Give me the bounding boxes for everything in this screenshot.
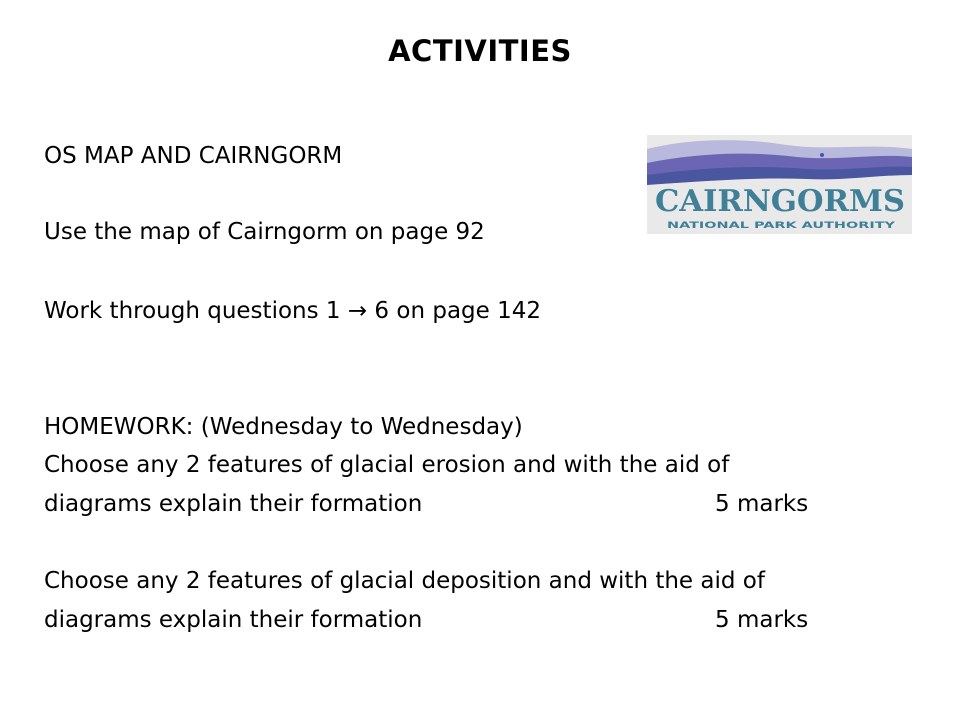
section-heading: OS MAP AND CAIRNGORM	[44, 143, 343, 169]
deposition-marks: 5 marks	[715, 607, 809, 633]
task-questions-after: 6 on page 142	[367, 298, 541, 324]
homework-heading: HOMEWORK: (Wednesday to Wednesday)	[44, 414, 523, 440]
erosion-task-line2: diagrams explain their formation	[44, 491, 423, 517]
erosion-marks: 5 marks	[715, 491, 809, 517]
logo-subtitle: NATIONAL PARK AUTHORITY	[667, 221, 896, 231]
cairngorms-logo	[647, 135, 912, 234]
deposition-task-line2: diagrams explain their formation	[44, 607, 423, 633]
task-map-text: Use the map of Cairngorm on page 92	[44, 219, 485, 245]
logo-bird-icon	[820, 153, 824, 157]
task-questions-before: Work through questions 1	[44, 298, 341, 324]
deposition-task-line1: Choose any 2 features of glacial deposition and with the aid of	[44, 568, 765, 594]
task-questions-text	[44, 293, 541, 329]
logo-name: CAIRNGORMS	[655, 184, 905, 219]
erosion-task-line1: Choose any 2 features of glacial erosion and with the aid of	[44, 452, 730, 478]
cairngorms-logo-graphic	[647, 135, 912, 234]
page-title: ACTIVITIES	[388, 34, 572, 68]
arrow-right-icon: →	[347, 298, 368, 324]
